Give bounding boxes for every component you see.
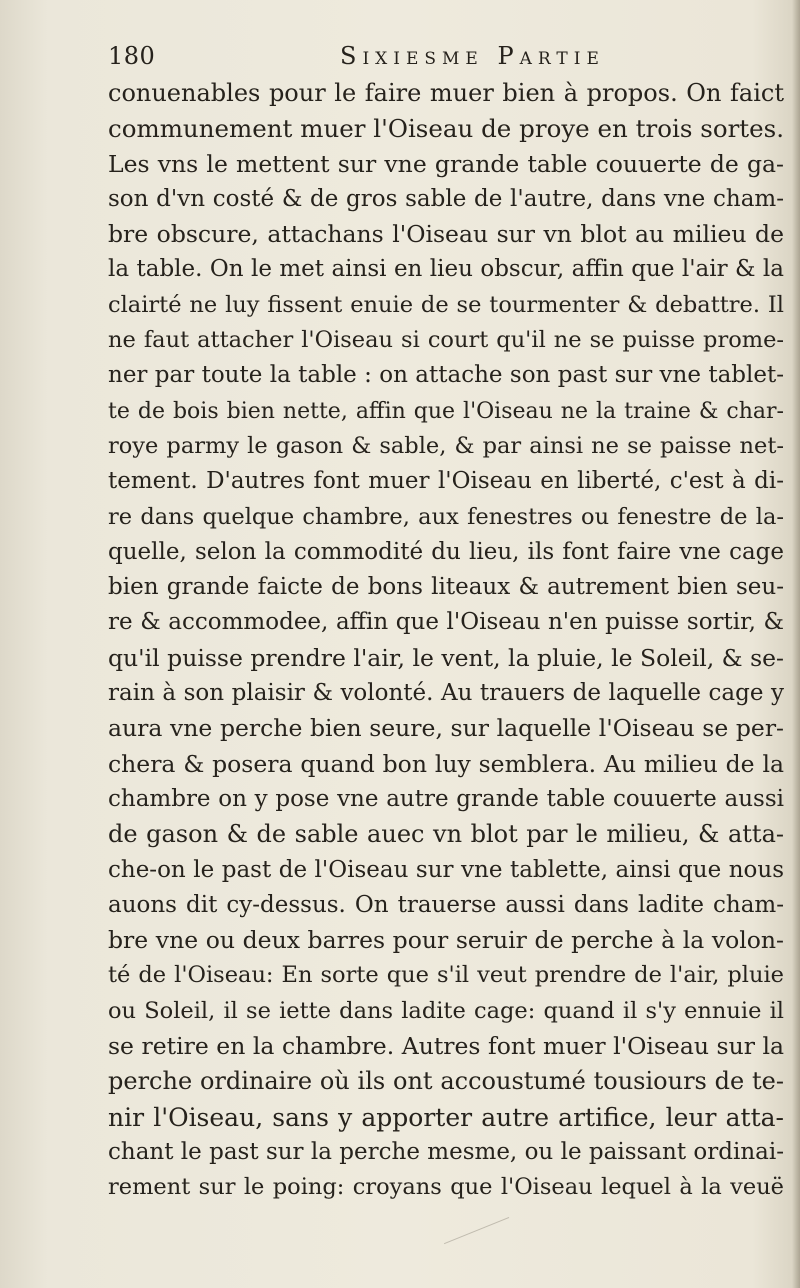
text-line: aura vne perche bien seure, sur laquelle l'Oiseau se per- bbox=[108, 714, 784, 743]
text-line: té de l'Oiseau: En sorte que s'il veut prendre de l'air, pluie bbox=[108, 962, 784, 989]
text-line: se retire en la chambre. Autres font muer l'Oiseau sur la bbox=[108, 1032, 784, 1061]
text-line: rain à son plaisir & volonté. Au trauers de laquelle cage y bbox=[108, 680, 784, 707]
text-line: auons dit cy-dessus. On trauerse aussi dans ladite cham- bbox=[108, 891, 784, 918]
text-line: bien grande faicte de bons liteaux & autrement bien seu- bbox=[108, 574, 784, 601]
text-line: rement sur le poing: croyans que l'Oiseau lequel à la veuë bbox=[108, 1174, 784, 1201]
text-line: qu'il puisse prendre l'air, le vent, la pluie, le Soleil, & se- bbox=[108, 643, 784, 672]
text-line: communement muer l'Oiseau de proye en trois sortes. bbox=[108, 114, 784, 144]
text-line: bre vne ou deux barres pour seruir de perche à la volon- bbox=[108, 926, 784, 955]
body-text bbox=[108, 76, 784, 1206]
text-line: nir l'Oiseau, sans y apporter autre artifice, leur atta- bbox=[108, 1102, 784, 1132]
page-header bbox=[108, 40, 768, 76]
text-line: son d'vn costé & de gros sable de l'autre, dans vne cham- bbox=[108, 185, 784, 212]
text-line: ne faut attacher l'Oiseau si court qu'il ne se puisse prome- bbox=[108, 327, 784, 354]
text-line: ou Soleil, il se iette dans ladite cage: quand il s'y ennuie il bbox=[108, 997, 784, 1024]
page-edge-shadow bbox=[792, 0, 800, 1288]
text-line: perche ordinaire où ils ont accoustumé tousiours de te- bbox=[108, 1067, 784, 1096]
text-line: chera & posera quand bon luy semblera. Au milieu de la bbox=[108, 749, 784, 778]
text-line: tement. D'autres font muer l'Oiseau en liberté, c'est à di- bbox=[108, 468, 784, 495]
text-line: che-on le past de l'Oiseau sur vne tablette, ainsi que nous bbox=[108, 856, 784, 883]
text-line: te de bois bien nette, affin que l'Oiseau ne la traine & char- bbox=[108, 398, 784, 424]
text-line: roye parmy le gason & sable, & par ainsi ne se paisse net- bbox=[108, 432, 784, 459]
text-line: conuenables pour le faire muer bien à propos. On faict bbox=[108, 79, 784, 107]
text-line: de gason & de sable auec vn blot par le milieu, & atta- bbox=[108, 820, 784, 849]
text-line: re dans quelque chambre, aux fenestres ou fenestre de la- bbox=[108, 503, 784, 530]
text-line: clairté ne luy fissent enuie de se tourmenter & debattre. Il bbox=[108, 291, 784, 318]
running-head: Sixiesme Partie bbox=[340, 42, 605, 70]
page-number: 180 bbox=[108, 42, 156, 70]
text-line: re & accommodee, affin que l'Oiseau n'en puisse sortir, & bbox=[108, 609, 784, 636]
text-line: Les vns le mettent sur vne grande table couuerte de ga- bbox=[108, 149, 784, 178]
text-line: bre obscure, attachans l'Oiseau sur vn blot au milieu de bbox=[108, 220, 784, 249]
text-line: la table. On le met ainsi en lieu obscur, affin que l'air & la bbox=[108, 256, 784, 283]
text-line: chambre on y pose vne autre grande table couuerte aussi bbox=[108, 785, 784, 812]
text-line: quelle, selon la commodité du lieu, ils font faire vne cage bbox=[108, 538, 784, 565]
text-line: ner par toute la table : on attache son past sur vne tablet- bbox=[108, 362, 784, 389]
text-line: chant le past sur la perche mesme, ou le paissant ordinai- bbox=[108, 1138, 784, 1165]
